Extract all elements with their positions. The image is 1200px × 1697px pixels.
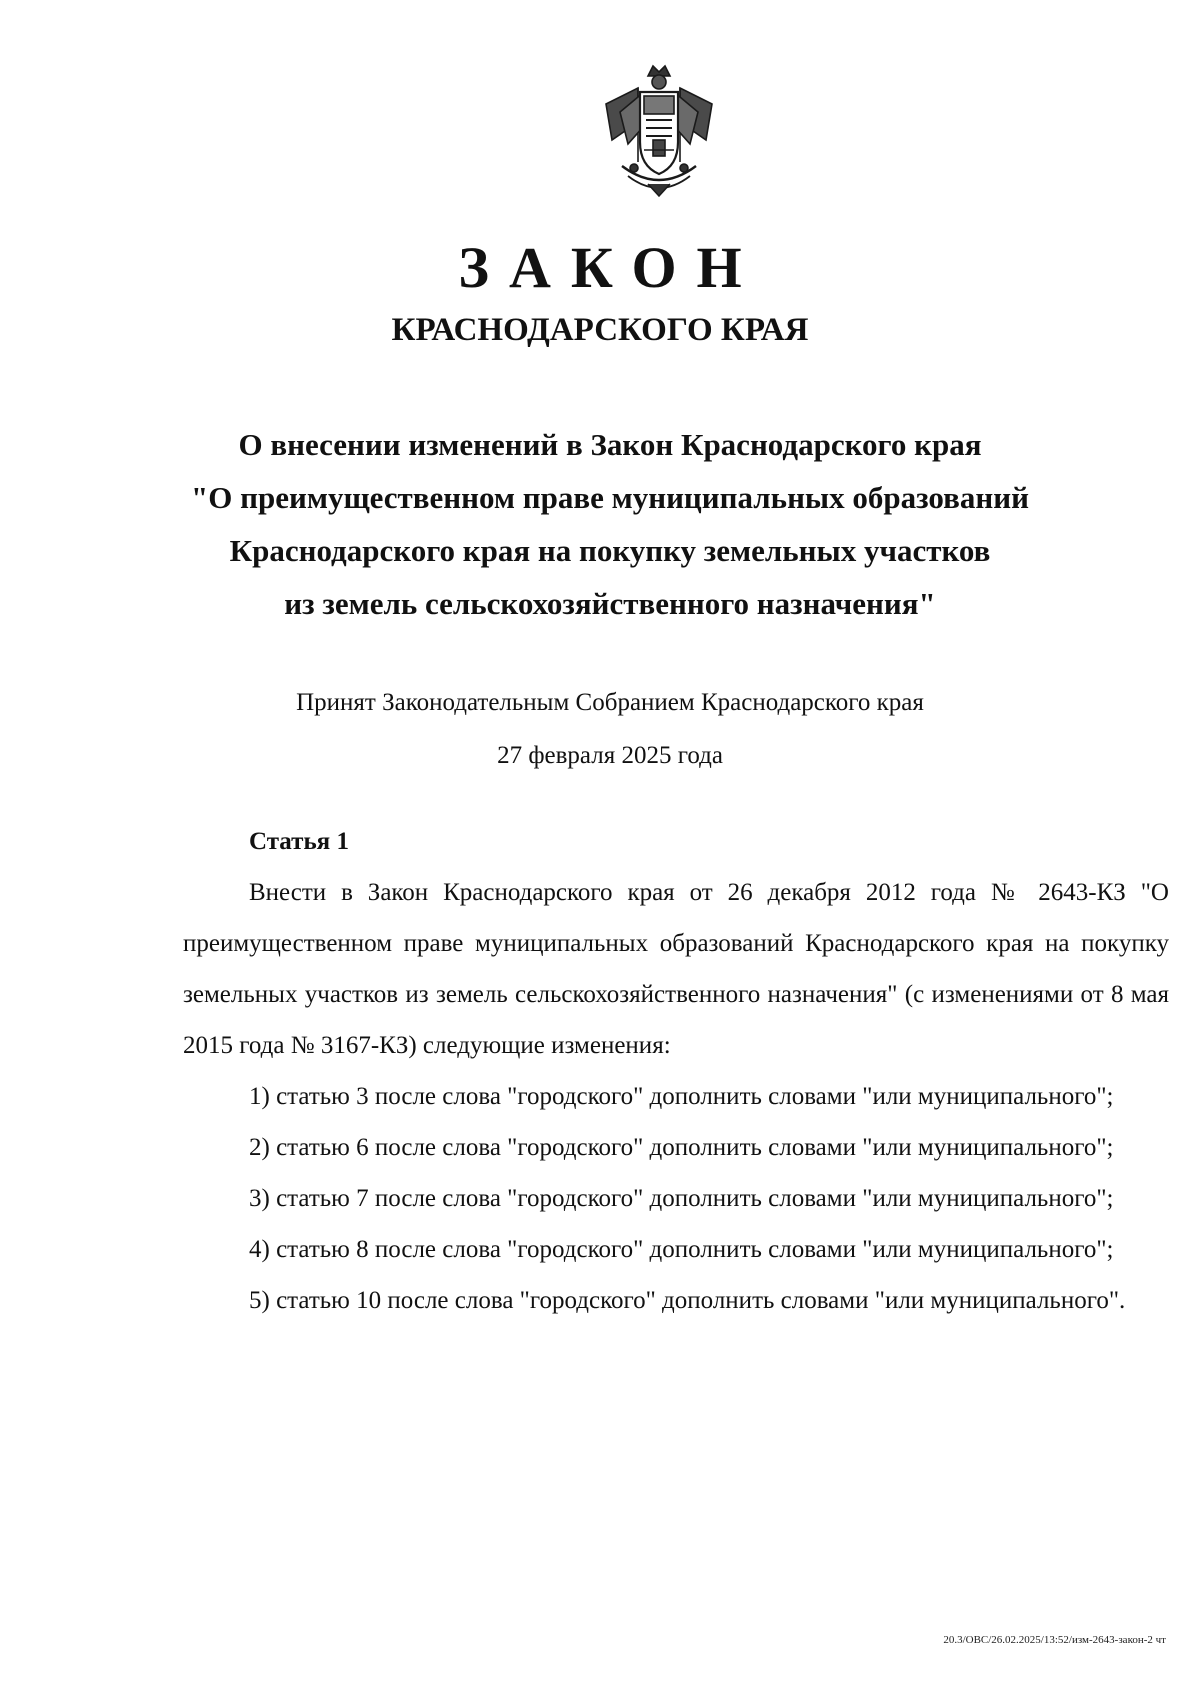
adoption-note (150, 676, 1070, 782)
document-code: 20.3/ОВС/26.02.2025/13:52/изм-2643-закон-2 чт (943, 1634, 1166, 1646)
list-item: 5) статью 10 после слова "городского" дополнить словами "или муниципального". (249, 1287, 1126, 1314)
list-item: 1) статью 3 после слова "городского" дополнить словами "или муниципального"; (249, 1083, 1114, 1110)
heading-line: Краснодарского края на покупку земельных участков (229, 533, 991, 568)
list-item: 3) статью 7 после слова "городского" дополнить словами "или муниципального"; (249, 1185, 1114, 1212)
article-title: Статья 1 (249, 828, 349, 855)
article-intro: Внести в Закон Краснодарского края от 26 декабря 2012 года № 2643-КЗ "О преимущественном праве муниципальных образований Краснодарского края на покупку земельных участков из земель сельскохозяйственного назначения" (с изменениями от 8 мая 2015 года № 3167-КЗ) следующие изменения: (183, 879, 1169, 1059)
article-1 (183, 817, 1169, 1326)
heading-line: "О преимущественном праве муниципальных образований (191, 480, 1029, 515)
krasnodar-coat-of-arms-icon (598, 62, 720, 202)
heading-line: О внесении изменений в Закон Краснодарского края (238, 427, 982, 462)
law-subtitle: КРАСНОДАРСКОГО КРАЯ (391, 312, 809, 348)
adoption-body: Принят Законодательным Собранием Краснодарского края (296, 689, 924, 716)
document-heading (150, 418, 1070, 630)
law-title: ЗАКОН (458, 235, 762, 300)
list-item: 2) статью 6 после слова "городского" дополнить словами "или муниципального"; (249, 1134, 1114, 1161)
list-item: 4) статью 8 после слова "городского" дополнить словами "или муниципального"; (249, 1236, 1114, 1263)
adoption-date: 27 февраля 2025 года (497, 742, 723, 769)
heading-line: из земель сельскохозяйственного назначения" (284, 586, 936, 621)
